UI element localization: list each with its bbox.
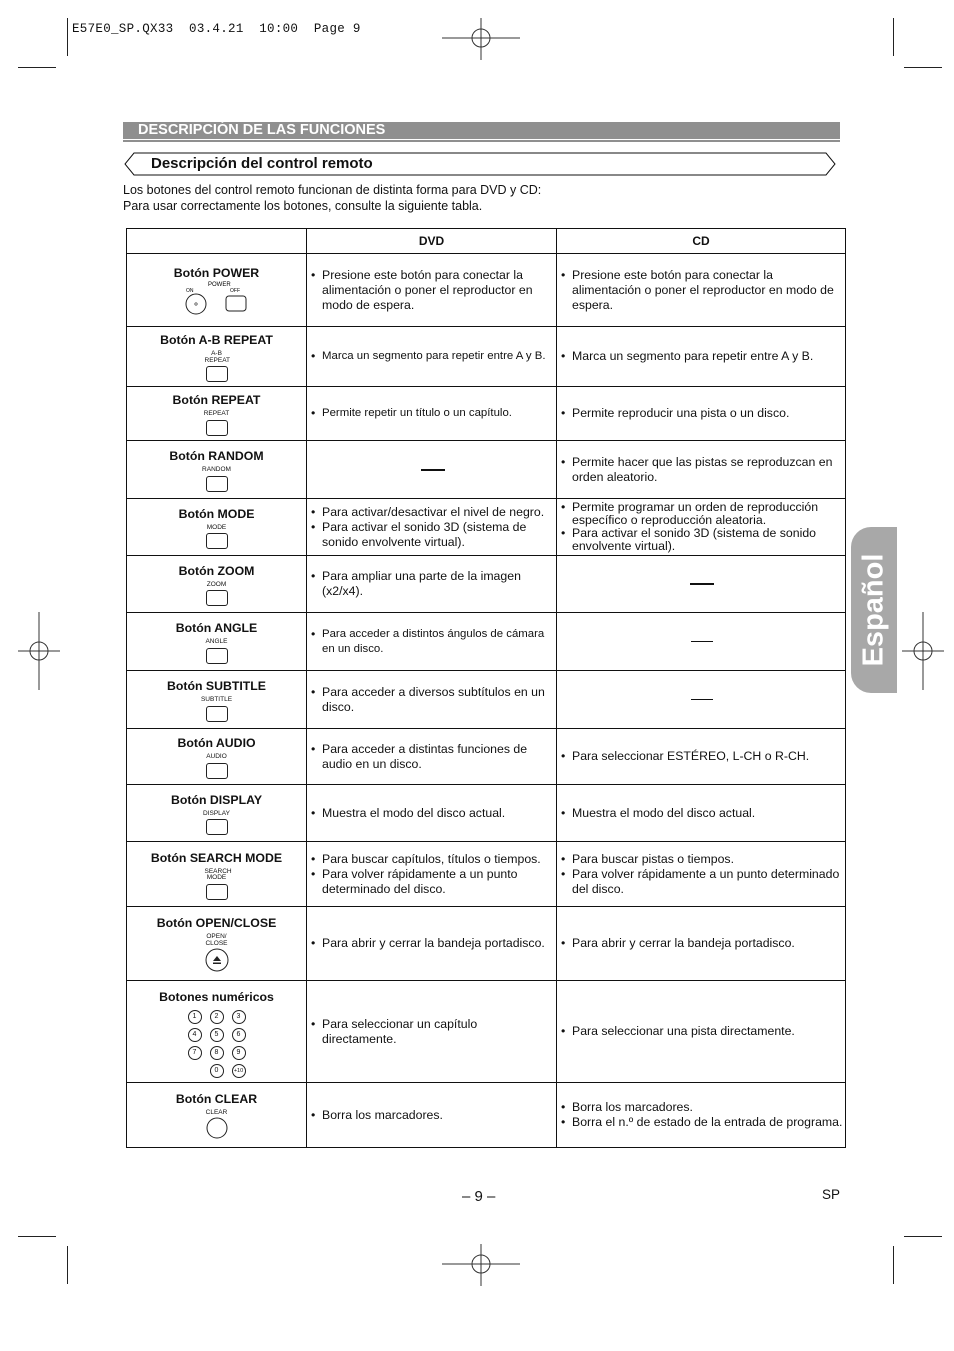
bullet-item bbox=[311, 627, 554, 657]
dvd-description-cell bbox=[307, 1083, 557, 1148]
remote-key-icon bbox=[206, 763, 228, 779]
table-row bbox=[127, 499, 846, 556]
dvd-description-cell bbox=[307, 981, 557, 1083]
bullet-text: Para seleccionar un capítulo directamente. bbox=[322, 1016, 478, 1046]
number-key[interactable]: 4 bbox=[188, 1028, 202, 1042]
bullet-item bbox=[311, 505, 554, 520]
bullet-text: Muestra el modo del disco actual. bbox=[322, 805, 506, 820]
number-key[interactable]: 7 bbox=[188, 1046, 202, 1060]
bullet-text: Para activar/desactivar el nivel de negro. bbox=[322, 504, 545, 519]
bullet-text: Para abrir y cerrar la bandeja portadisco. bbox=[322, 936, 545, 950]
bullet-item bbox=[561, 1024, 843, 1039]
key-label: SUBTITLE bbox=[200, 696, 233, 704]
bullet-text: Para activar el sonido 3D (sistema de sonido envolvente virtual). bbox=[322, 519, 527, 549]
power-key-illustration bbox=[128, 280, 305, 319]
cd-description-cell bbox=[557, 729, 846, 785]
section-underline bbox=[123, 140, 840, 142]
bullet: • bbox=[311, 741, 316, 756]
number-key[interactable]: 0 bbox=[210, 1064, 224, 1078]
language-tab: Español bbox=[851, 527, 897, 693]
bullet: • bbox=[561, 267, 566, 282]
page-number: – 9 – bbox=[462, 1188, 496, 1205]
subsection-title: Descripción del control remoto bbox=[151, 155, 373, 172]
key-label: ZOOM bbox=[206, 580, 227, 588]
dvd-description-cell bbox=[307, 671, 557, 729]
button-name: Botón ANGLE bbox=[175, 621, 258, 636]
key-label: SEARCH MODE bbox=[204, 867, 232, 881]
remote-key-icon bbox=[206, 590, 228, 606]
cd-description-cell bbox=[557, 1083, 846, 1148]
bullet: • bbox=[311, 936, 316, 950]
bullet: • bbox=[561, 454, 566, 469]
key-label: A-B REPEAT bbox=[204, 350, 231, 364]
bullet-text: Marca un segmento para repetir entre A y B. bbox=[572, 349, 814, 363]
bullet: • bbox=[311, 406, 316, 420]
bullet-item bbox=[311, 569, 554, 599]
bullet: • bbox=[561, 851, 566, 866]
numeric-keypad bbox=[128, 1010, 305, 1078]
button-cell bbox=[127, 729, 307, 785]
cd-description-cell bbox=[557, 981, 846, 1083]
table-row bbox=[127, 387, 846, 441]
bullet-text: Presione este botón para conectar la alimentación o poner el reproductor en modo de espera. bbox=[322, 267, 533, 312]
dvd-description-cell bbox=[307, 785, 557, 842]
bullet-item bbox=[311, 1017, 554, 1047]
dvd-description-cell bbox=[307, 499, 557, 556]
button-cell bbox=[127, 327, 307, 387]
button-name: Botón AUDIO bbox=[177, 736, 256, 751]
bullet-item bbox=[561, 936, 843, 951]
bullet-text: Muestra el modo del disco actual. bbox=[572, 805, 756, 820]
dvd-description-cell bbox=[307, 387, 557, 441]
column-header bbox=[127, 229, 307, 254]
button-cell bbox=[127, 387, 307, 441]
bullet-text: Para seleccionar una pista directamente. bbox=[572, 1024, 795, 1038]
bullet: • bbox=[561, 749, 566, 763]
bullet-item bbox=[311, 520, 554, 550]
cd-description-cell bbox=[557, 842, 846, 907]
bullet-item bbox=[561, 1115, 843, 1130]
bullet-text: Permite repetir un título o un capítulo. bbox=[322, 407, 512, 419]
bullet: • bbox=[311, 866, 316, 881]
intro-text: Los botones del control remoto funcionan de distinta forma para DVD y CD: Para usar correctamente los botones, consulte la siguiente tabla. bbox=[123, 183, 542, 213]
button-name: Botón CLEAR bbox=[175, 1091, 258, 1106]
bullet: • bbox=[311, 684, 316, 699]
button-cell bbox=[127, 499, 307, 556]
bullet: • bbox=[311, 569, 316, 583]
bullet: • bbox=[311, 349, 316, 363]
number-key[interactable]: 1 bbox=[188, 1010, 202, 1024]
crop-mark bbox=[18, 67, 56, 68]
remote-key-icon bbox=[206, 819, 228, 835]
button-cell bbox=[127, 907, 307, 981]
bullet: • bbox=[561, 526, 566, 540]
bullet: • bbox=[311, 851, 316, 866]
button-cell bbox=[127, 785, 307, 842]
table-row bbox=[127, 254, 846, 327]
dvd-description-cell bbox=[307, 842, 557, 907]
bullet-item bbox=[561, 527, 843, 553]
number-key[interactable]: +10 bbox=[232, 1064, 246, 1078]
bullet: • bbox=[311, 504, 316, 519]
table-row bbox=[127, 613, 846, 671]
remote-key-icon bbox=[206, 884, 228, 900]
cd-description-cell bbox=[557, 387, 846, 441]
table-row bbox=[127, 729, 846, 785]
bullet-item bbox=[561, 867, 843, 897]
crop-mark bbox=[893, 18, 894, 56]
bullet-text: Para activar el sonido 3D (sistema de sonido envolvente virtual). bbox=[572, 526, 817, 553]
bullet-item bbox=[561, 852, 843, 867]
bullet-text: Permite reproducir una pista o un disco. bbox=[572, 406, 790, 420]
bullet-text: Marca un segmento para repetir entre A y B. bbox=[322, 350, 546, 362]
remote-key-icon bbox=[206, 420, 228, 436]
table-row bbox=[127, 981, 846, 1083]
key-label: MODE bbox=[206, 523, 227, 531]
dvd-description-cell bbox=[307, 327, 557, 387]
bullet: • bbox=[561, 866, 566, 881]
power-key-icon bbox=[182, 280, 252, 316]
subsection-header bbox=[124, 151, 836, 177]
number-key[interactable]: 3 bbox=[232, 1010, 246, 1024]
bullet-text: Para buscar pistas o tiempos. bbox=[572, 851, 734, 866]
table-row bbox=[127, 1083, 846, 1148]
bullet: • bbox=[561, 1100, 566, 1114]
not-applicable-dash bbox=[421, 469, 445, 471]
table-row bbox=[127, 907, 846, 981]
bullet-item bbox=[561, 406, 843, 421]
bullet-item bbox=[561, 268, 843, 313]
button-name: Botón REPEAT bbox=[172, 393, 261, 408]
bullet-item bbox=[561, 749, 843, 764]
svg-text:ON: ON bbox=[185, 288, 193, 294]
svg-text:POWER: POWER bbox=[207, 282, 231, 288]
bullet-text: Borra los marcadores. bbox=[322, 1107, 443, 1122]
cd-description-cell bbox=[557, 441, 846, 499]
key-label: AUDIO bbox=[206, 753, 227, 761]
button-cell bbox=[127, 1083, 307, 1148]
bullet-text: Para seleccionar ESTÉREO, L-CH o R-CH. bbox=[572, 749, 810, 763]
bullet-text: Para abrir y cerrar la bandeja portadisco. bbox=[572, 936, 795, 950]
button-cell bbox=[127, 671, 307, 729]
bullet: • bbox=[561, 1024, 566, 1038]
bullet: • bbox=[561, 1115, 566, 1129]
bullet-text: Borra los marcadores. bbox=[572, 1100, 693, 1114]
bullet: • bbox=[311, 1016, 316, 1031]
cd-description-cell bbox=[557, 671, 846, 729]
button-name: Botón SEARCH MODE bbox=[150, 850, 283, 865]
crop-mark bbox=[67, 18, 68, 56]
bullet-item bbox=[561, 1100, 843, 1115]
button-cell bbox=[127, 981, 307, 1083]
button-name: Botón OPEN/CLOSE bbox=[156, 916, 277, 930]
cd-description-cell bbox=[557, 556, 846, 613]
bullet-item bbox=[311, 867, 554, 897]
svg-text:OFF: OFF bbox=[229, 288, 240, 294]
remote-key-icon bbox=[206, 648, 228, 664]
column-header-cd: CD bbox=[557, 229, 846, 254]
dvd-description-cell bbox=[307, 907, 557, 981]
button-name: Botones numéricos bbox=[159, 990, 274, 1004]
registration-mark bbox=[442, 18, 520, 60]
button-name: Botón ZOOM bbox=[178, 563, 255, 578]
dvd-description-cell bbox=[307, 556, 557, 613]
button-name: Botón RANDOM bbox=[169, 449, 264, 464]
registration-mark bbox=[18, 612, 60, 690]
button-cell bbox=[127, 842, 307, 907]
bullet-text: Presione este botón para conectar la alimentación o poner el reproductor en modo de espera. bbox=[572, 267, 834, 312]
bullet: • bbox=[561, 805, 566, 820]
bullet-text: Para volver rápidamente a un punto determinado del disco. bbox=[322, 866, 518, 896]
button-name: Botón MODE bbox=[178, 506, 255, 521]
not-applicable-dash bbox=[691, 641, 713, 642]
clear-key-icon bbox=[205, 1116, 229, 1140]
key-label: ANGLE bbox=[205, 638, 228, 646]
crop-mark bbox=[904, 67, 942, 68]
bullet: • bbox=[311, 519, 316, 534]
key-label: DISPLAY bbox=[203, 809, 230, 817]
bullet-text: Permite hacer que las pistas se reproduzcan en orden aleatorio. bbox=[572, 454, 833, 484]
bullet-item bbox=[311, 349, 554, 364]
dvd-description-cell bbox=[307, 254, 557, 327]
bullet-text: Para acceder a distintas funciones de audio en un disco. bbox=[322, 741, 528, 771]
bullet-item bbox=[561, 349, 843, 364]
table-row bbox=[127, 785, 846, 842]
table-row bbox=[127, 441, 846, 499]
registration-mark bbox=[442, 1244, 520, 1286]
dvd-description-cell bbox=[307, 441, 557, 499]
remote-key-icon bbox=[206, 366, 228, 382]
print-slug: E57E0_SP.QX33 03.4.21 10:00 Page 9 bbox=[72, 22, 361, 36]
button-cell bbox=[127, 441, 307, 499]
column-header-dvd: DVD bbox=[307, 229, 557, 254]
bullet: • bbox=[561, 936, 566, 950]
button-name: Botón POWER bbox=[173, 266, 260, 280]
cd-description-cell bbox=[557, 613, 846, 671]
key-label: REPEAT bbox=[203, 410, 230, 418]
bullet: • bbox=[311, 805, 316, 820]
number-key[interactable]: 5 bbox=[210, 1028, 224, 1042]
crop-mark bbox=[904, 1236, 942, 1237]
bullet-text: Para ampliar una parte de la imagen (x2/x4). bbox=[322, 569, 521, 598]
button-name: Botón SUBTITLE bbox=[166, 679, 267, 694]
bullet: • bbox=[561, 406, 566, 420]
crop-mark bbox=[893, 1246, 894, 1284]
number-key[interactable]: 2 bbox=[210, 1010, 224, 1024]
section-title: DESCRIPCIÓN DE LAS FUNCIONES bbox=[123, 122, 840, 139]
bullet-text: Para acceder a diversos subtítulos en un disco. bbox=[322, 684, 545, 714]
bullet-text: Para buscar capítulos, títulos o tiempos. bbox=[322, 851, 541, 866]
table-header-row bbox=[127, 229, 846, 254]
bullet-text: Para acceder a distintos ángulos de cámara en un disco. bbox=[322, 627, 545, 655]
bullet-item bbox=[561, 501, 843, 527]
bullet: • bbox=[311, 267, 316, 282]
cd-description-cell bbox=[557, 907, 846, 981]
table-row bbox=[127, 842, 846, 907]
table-row bbox=[127, 671, 846, 729]
bullet-text: Permite programar un orden de reproducción específico o reproducción aleatoria. bbox=[572, 500, 819, 527]
bullet-item bbox=[311, 1108, 554, 1123]
number-key[interactable]: 9 bbox=[232, 1046, 246, 1060]
button-name: Botón A-B REPEAT bbox=[160, 333, 273, 347]
bullet-text: Borra el n.º de estado de la entrada de programa. bbox=[572, 1115, 843, 1129]
bullet-item bbox=[311, 806, 554, 821]
bullet-item bbox=[311, 852, 554, 867]
dvd-description-cell bbox=[307, 729, 557, 785]
button-name: Botón DISPLAY bbox=[170, 792, 263, 807]
crop-mark bbox=[67, 1246, 68, 1284]
number-key[interactable]: 6 bbox=[232, 1028, 246, 1042]
function-table bbox=[126, 228, 846, 1148]
bullet-item bbox=[561, 455, 843, 485]
cd-description-cell bbox=[557, 785, 846, 842]
bullet-item bbox=[311, 685, 554, 715]
not-applicable-dash bbox=[690, 583, 714, 585]
registration-mark bbox=[902, 612, 944, 690]
bullet: • bbox=[311, 626, 316, 641]
bullet-item bbox=[561, 806, 843, 821]
button-cell bbox=[127, 254, 307, 327]
bullet: • bbox=[311, 1107, 316, 1122]
bullet-item bbox=[311, 406, 554, 421]
not-applicable-dash bbox=[691, 699, 713, 700]
bullet-text: Para volver rápidamente a un punto determinado del disco. bbox=[572, 866, 840, 896]
cd-description-cell bbox=[557, 254, 846, 327]
key-label: OPEN/ CLOSE bbox=[205, 933, 228, 947]
table-row bbox=[127, 327, 846, 387]
bullet: • bbox=[561, 349, 566, 363]
key-label: RANDOM bbox=[202, 466, 231, 474]
eject-icon bbox=[204, 947, 230, 973]
cd-description-cell bbox=[557, 499, 846, 556]
remote-key-icon bbox=[206, 533, 228, 549]
button-cell bbox=[127, 613, 307, 671]
table-row bbox=[127, 556, 846, 613]
button-cell bbox=[127, 556, 307, 613]
cd-description-cell bbox=[557, 327, 846, 387]
bullet-item bbox=[311, 268, 554, 313]
bullet-item bbox=[311, 936, 554, 951]
bullet: • bbox=[561, 500, 566, 514]
remote-key-icon bbox=[206, 476, 228, 492]
language-code: SP bbox=[822, 1187, 841, 1202]
key-label: CLEAR bbox=[205, 1108, 228, 1116]
dvd-description-cell bbox=[307, 613, 557, 671]
bullet-item bbox=[311, 742, 554, 772]
remote-key-icon bbox=[206, 706, 228, 722]
crop-mark bbox=[18, 1236, 56, 1237]
number-key[interactable]: 8 bbox=[210, 1046, 224, 1060]
